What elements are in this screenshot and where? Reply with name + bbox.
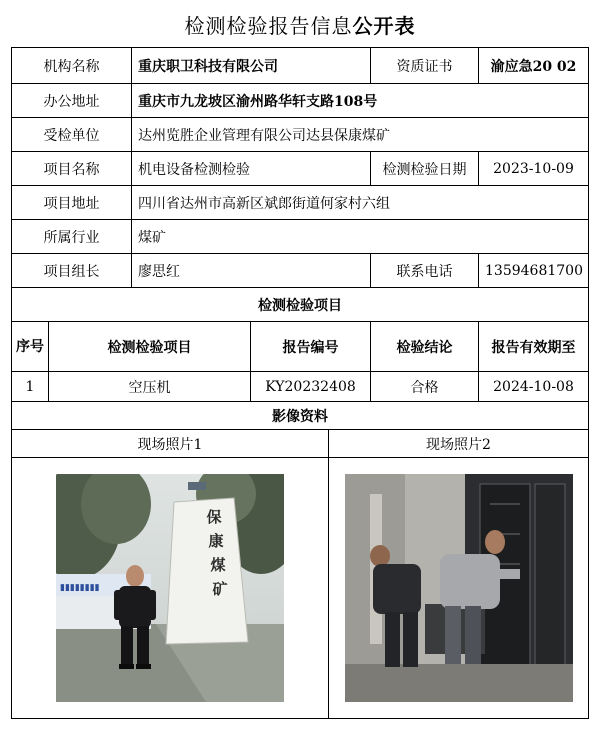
cert-value: 渝应急20 02	[479, 48, 589, 84]
table-row	[12, 372, 589, 402]
addr-value: 重庆市九龙坡区渝州路华轩支路108号	[132, 84, 589, 118]
photo2-label: 现场照片2	[329, 430, 589, 458]
photo1-scene	[56, 474, 284, 702]
unit-label: 受检单位	[12, 118, 132, 152]
item-report-no: KY20232408	[251, 372, 371, 402]
row-items-section	[12, 288, 589, 322]
col-seq: 序号	[12, 322, 49, 372]
item-valid: 2024-10-08	[479, 372, 589, 402]
monument-char-4: 矿	[212, 580, 228, 598]
items-header-row	[12, 322, 589, 372]
photo1-image	[56, 474, 284, 702]
leader-value: 廖思红	[132, 254, 371, 288]
proj-label: 项目名称	[12, 152, 132, 186]
photo-row	[12, 458, 589, 719]
row-addr	[12, 84, 589, 118]
photo1-cell	[12, 458, 329, 719]
addr-label: 办公地址	[12, 84, 132, 118]
industry-value: 煤矿	[132, 220, 589, 254]
phone-value: 13594681700	[479, 254, 589, 288]
unit-value: 达州览胜企业管理有限公司达县保康煤矿	[132, 118, 589, 152]
col-item: 检测检验项目	[49, 322, 251, 372]
photo1-label: 现场照片1	[12, 430, 329, 458]
row-unit	[12, 118, 589, 152]
photo2-cell	[329, 458, 589, 719]
phone-label: 联系电话	[371, 254, 479, 288]
photo-label-row	[12, 430, 589, 458]
wall-sign-text: ▮▮▮▮▮▮▮▮	[60, 583, 100, 593]
col-report-no: 报告编号	[251, 322, 371, 372]
row-industry	[12, 220, 589, 254]
row-proj	[12, 152, 589, 186]
org-value: 重庆职卫科技有限公司	[132, 48, 371, 84]
col-conclusion: 检验结论	[371, 322, 479, 372]
item-name: 空压机	[49, 372, 251, 402]
monument-char-1: 保	[206, 508, 222, 526]
item-seq: 1	[12, 372, 49, 402]
leader-label: 项目组长	[12, 254, 132, 288]
photo2-scene	[345, 474, 573, 702]
col-valid: 报告有效期至	[479, 322, 589, 372]
row-images-section	[12, 402, 589, 430]
site-value: 四川省达州市高新区斌郎街道何家村六组	[132, 186, 589, 220]
item-conclusion: 合格	[371, 372, 479, 402]
cert-label: 资质证书	[371, 48, 479, 84]
row-org	[12, 48, 589, 84]
items-section-title: 检测检验项目	[12, 288, 589, 322]
proj-value: 机电设备检测检验	[132, 152, 371, 186]
date-label: 检测检验日期	[371, 152, 479, 186]
images-section-title: 影像资料	[12, 402, 589, 430]
photo2-image	[345, 474, 573, 702]
org-label: 机构名称	[12, 48, 132, 84]
monument-char-2: 康	[208, 532, 224, 550]
page-title: 检测检验报告信息公开表	[184, 14, 416, 38]
monument-char-3: 煤	[210, 556, 226, 574]
row-leader	[12, 254, 589, 288]
date-value: 2023-10-09	[479, 152, 589, 186]
site-label: 项目地址	[12, 186, 132, 220]
industry-label: 所属行业	[12, 220, 132, 254]
row-site	[12, 186, 589, 220]
info-table	[11, 47, 589, 719]
